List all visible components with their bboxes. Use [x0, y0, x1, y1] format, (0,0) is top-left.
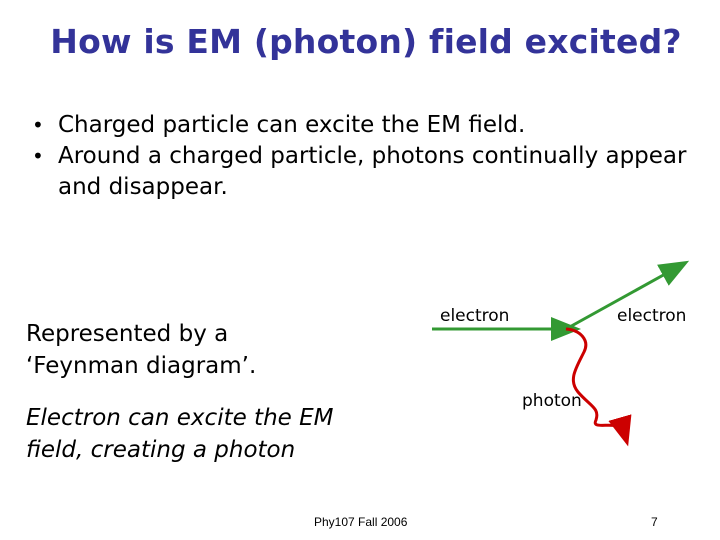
bullet-text: Charged particle can excite the EM field. — [58, 112, 526, 138]
excite-line: field, creating a photon — [26, 437, 296, 463]
bullet-dot-icon: • — [32, 144, 44, 168]
represented-line: Represented by a — [26, 321, 229, 347]
photon-wavy-line — [566, 329, 624, 432]
photon-label: photon — [522, 391, 582, 411]
footer-course: Phy107 Fall 2006 — [314, 515, 408, 529]
bullet-text: Around a charged particle, photons continually appear and disappear. — [58, 143, 687, 200]
slide-number: 7 — [651, 515, 658, 529]
slide-title: How is EM (photon) field excited? — [50, 22, 682, 61]
incoming-electron-label: electron — [440, 306, 510, 326]
outgoing-electron-label: electron — [617, 306, 687, 326]
represented-line: ‘Feynman diagram’. — [26, 353, 257, 379]
excite-line: Electron can excite the EM — [26, 405, 334, 431]
bullet-dot-icon: • — [32, 113, 44, 137]
